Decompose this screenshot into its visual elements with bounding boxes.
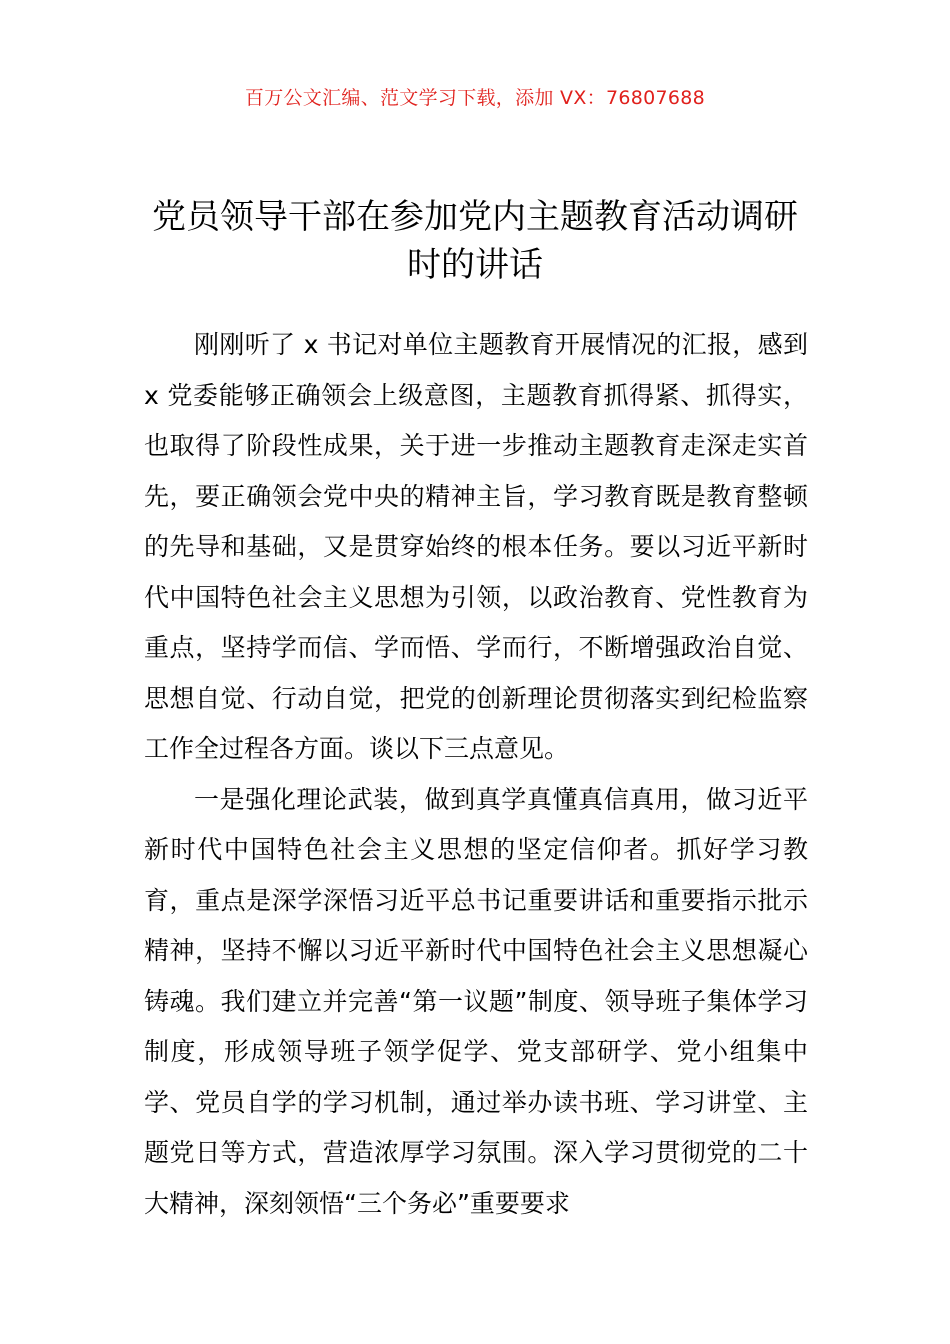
document-body — [144, 320, 808, 1229]
paragraph-intro: 刚刚听了 x 书记对单位主题教育开展情况的汇报，感到 x 党委能够正确领会上级意图，主题教育抓得紧、抓得实，也取得了阶段性成果，关于进一步推动主题教育走深走实首先，要正确领会党中央的精神主旨，学习教育既是教育整顿的先导和基础，又是贯穿始终的根本任务。要以习近平新时代中国特色社会主义思想为引领，以政治教育、党性教育为重点，坚持学而信、学而悟、学而行，不断增强政治自觉、思想自觉、行动自觉，把党的创新理论贯彻落实到纪检监察工作全过程各方面。谈以下三点意见。 — [144, 330, 808, 763]
document-title: 党员领导干部在参加党内主题教育活动调研时的讲话 — [152, 196, 798, 285]
header-banner: 百万公文汇编、范文学习下载，添加 VX：76807688 — [244, 87, 706, 109]
paragraph-point-one: 一是强化理论武装，做到真学真懂真信真用，做习近平新时代中国特色社会主义思想的坚定信仰者。抓好学习教育，重点是深学深悟习近平总书记重要讲话和重要指示批示精神，坚持不懈以习近平新时代中国特色社会主义思想凝心铸魂。我们建立并完善“第一议题”制度、领导班子集体学习制度，形成领导班子领学促学、党支部研学、党小组集中学、党员自学的学习机制，通过举办读书班、学习讲堂、主题党日等方式，营造浓厚学习氛围。深入学习贯彻党的二十大精神，深刻领悟“三个务必”重要要求 — [144, 784, 808, 1218]
